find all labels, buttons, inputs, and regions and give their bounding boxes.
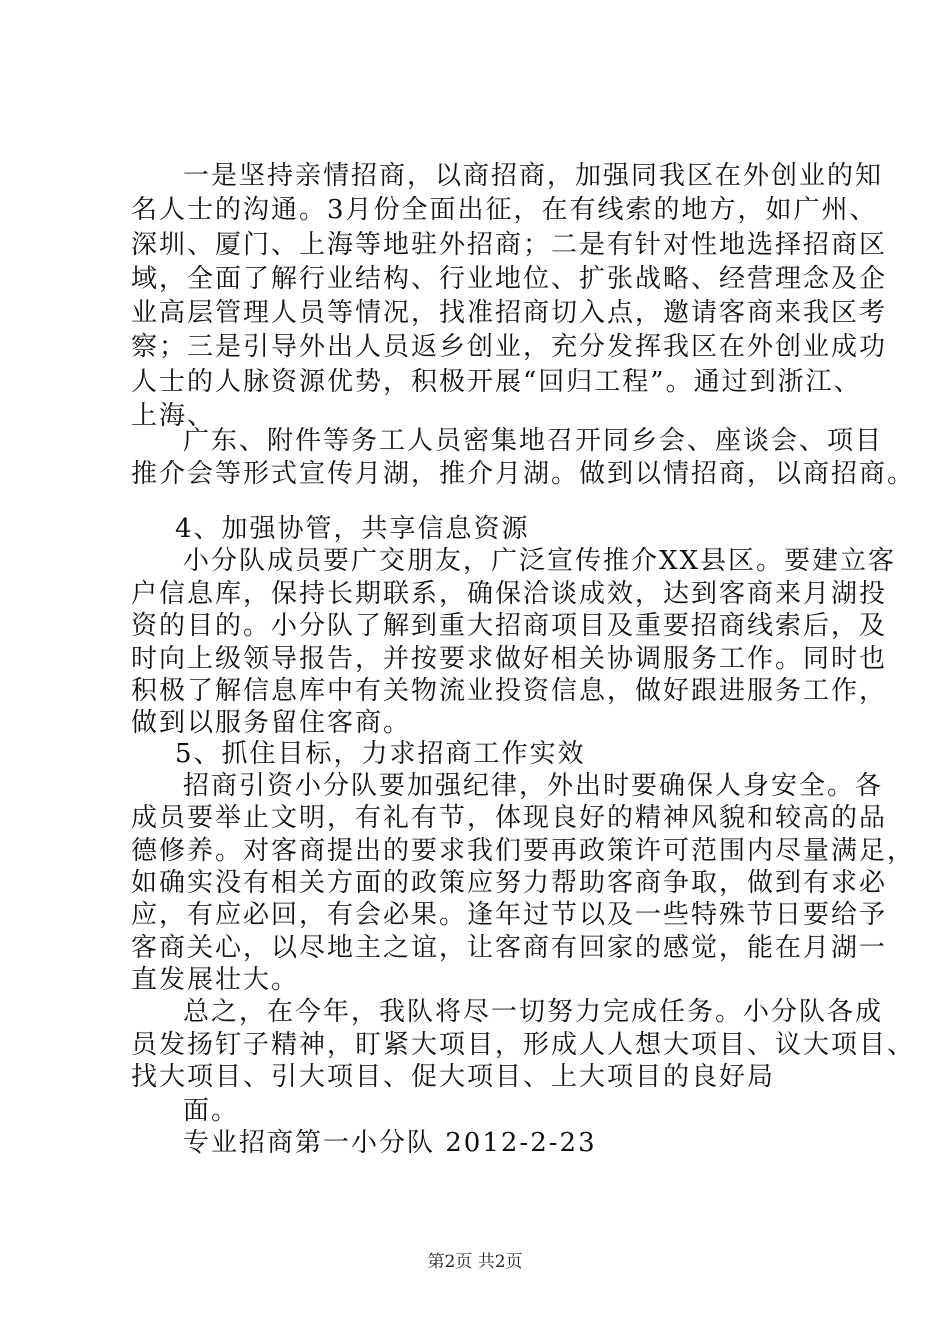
text-line: 应，有应必回，有会必果。逢年过节以及一些特殊节日要给予 bbox=[131, 900, 888, 930]
text-line: 业高层管理人员等情况，找准招商切入点，邀请客商来我区考 bbox=[131, 298, 888, 328]
text-line: 做到以服务留住客商。 bbox=[131, 708, 412, 738]
text-line: 名人士的沟通。3月份全面出征，在有线索的地方，如广州、 bbox=[131, 195, 878, 225]
text-line: 德修养。对客商提出的要求我们要再政策许可范围内尽量满足， bbox=[131, 836, 916, 866]
text-line: 员发扬钉子精神，盯紧大项目，形成人人想大项目、议大项目、 bbox=[131, 1030, 916, 1060]
text-line: 客商关心，以尽地主之谊，让客商有回家的感觉，能在月湖一 bbox=[131, 933, 888, 963]
text-line: 资的目的。小分队了解到重大招商项目及重要招商线索后，及 bbox=[131, 611, 888, 641]
text-line: 时向上级领导报告，并按要求做好相关协调服务工作。同时也 bbox=[131, 644, 888, 674]
section-heading: 4、加强协管，共享信息资源 bbox=[175, 514, 530, 544]
text-line: 如确实没有相关方面的政策应努力帮助客商争取，做到有求必 bbox=[131, 868, 888, 898]
text-line: 找大项目、引大项目、促大项目、上大项目的良好局 bbox=[131, 1062, 776, 1092]
text-line: 深圳、厦门、上海等地驻外招商；二是有针对性地选择招商区 bbox=[131, 230, 888, 260]
text-line: 一是坚持亲情招商，以商招商，加强同我区在外创业的知 bbox=[183, 161, 884, 191]
text-line: 域，全面了解行业结构、行业地位、扩张战略、经营理念及企 bbox=[131, 264, 888, 294]
text-line: 广东、附件等务工人员密集地召开同乡会、座谈会、项目 bbox=[183, 426, 884, 456]
text-line: 推介会等形式宣传月湖，推介月湖。做到以情招商，以商招商。 bbox=[131, 459, 916, 489]
text-line: 积极了解信息库中有关物流业投资信息，做好跟进服务工作， bbox=[131, 676, 888, 706]
signature-line: 专业招商第一小分队 2012-2-23 bbox=[183, 1128, 597, 1158]
text-line: 招商引资小分队要加强纪律，外出时要确保人身安全。各 bbox=[183, 771, 884, 801]
text-line: 户信息库，保持长期联系，确保洽谈成效，达到客商来月湖投 bbox=[131, 579, 888, 609]
text-line: 上海、 bbox=[131, 401, 216, 431]
section-heading: 5、抓住目标，力求招商工作实效 bbox=[175, 739, 586, 769]
text-line: 察；三是引导外出人员返乡创业，充分发挥我区在外创业成功 bbox=[131, 332, 888, 362]
text-line: 直发展壮大。 bbox=[131, 965, 300, 995]
text-line: 总之，在今年，我队将尽一切努力完成任务。小分队各成 bbox=[183, 997, 884, 1027]
text-line: 小分队成员要广交朋友，广泛宣传推介XX县区。要建立客 bbox=[183, 546, 897, 576]
page-number: 第2页 共2页 bbox=[427, 1252, 523, 1272]
text-line: 人士的人脉资源优势，积极开展“回归工程”。通过到浙江、 bbox=[131, 367, 862, 397]
text-line: 成员要举止文明，有礼有节，体现良好的精神风貌和较高的品 bbox=[131, 803, 888, 833]
text-line: 面。 bbox=[183, 1096, 240, 1126]
